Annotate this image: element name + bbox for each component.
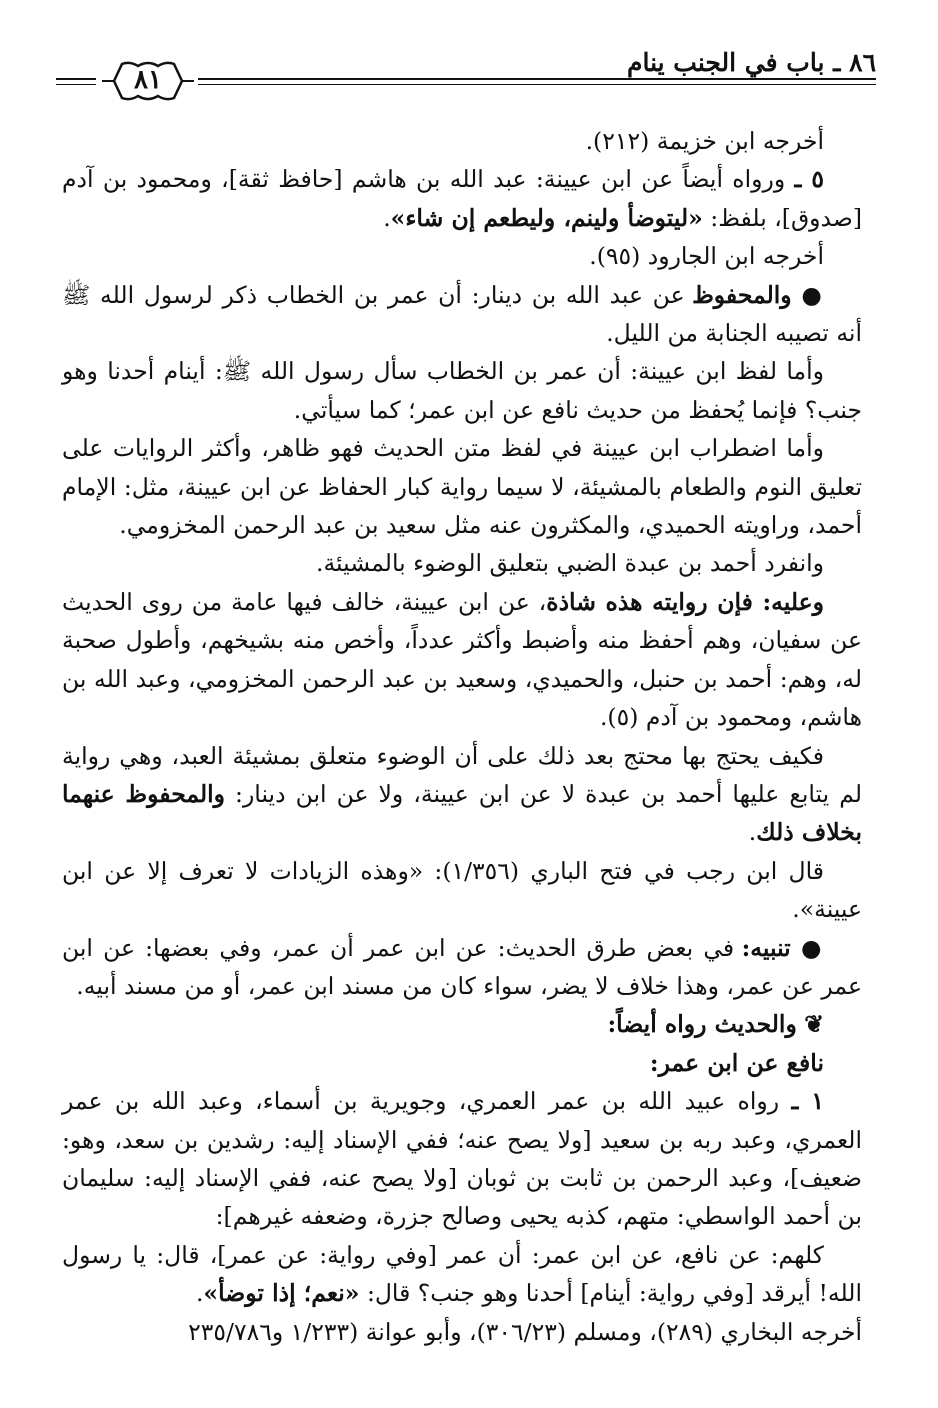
punctuation: . — [748, 818, 757, 847]
bullet-icon: ● — [801, 280, 824, 309]
note-label: تنبيه: — [741, 933, 791, 962]
punctuation: . — [383, 203, 391, 232]
page-number-badge — [100, 58, 196, 104]
chapter-title: ٨٦ ـ باب في الجنب ينام — [627, 48, 876, 77]
hadith-quote: «ليتوضأ ولينم، وليطعم إن شاء» — [390, 203, 703, 232]
paragraph: وأما لفظ ابن عيينة: أن عمر بن الخطاب سأل رسول الله ﷺ: أينام أحدنا وهو جنب؟ فإنما يُحفظ من حديث نافع عن ابن عمر؛ كما سيأتي. — [62, 357, 862, 424]
paragraph: وأما اضطراب ابن عيينة في لفظ متن الحديث فهو ظاهر، وأكثر الروايات على تعليق النوم والطعام بالمشيئة، لا سيما رواية كبار الحفاظ عن ابن عيينة، مثل: الإمام أحمد، وراويته الحميدي، والمكثرون عنه مثل سعيد بن عبد الرحمن المخزومي. — [62, 434, 862, 540]
flower-icon: ❦ — [804, 1010, 824, 1039]
paragraph-text: ورواه أيضاً عن ابن عيينة: عبد الله بن هاشم [حافظ ثقة]، ومحمود بن آدم [صدوق]، بلفظ: — [62, 165, 862, 232]
paragraph — [62, 1236, 862, 1313]
page-number: ٨١ — [134, 65, 162, 95]
header-rule — [56, 84, 96, 85]
bold-lead: والمحفوظ — [692, 280, 792, 309]
paragraph: أخرجه ابن خزيمة (٢١٢). — [585, 127, 824, 155]
bullet-icon: ● — [800, 933, 824, 962]
page-body — [62, 122, 862, 1351]
paragraph: أخرجه البخاري (٢٨٩)، ومسلم (٣٠٦/٢٣)، وأبو عوانة (١/٢٣٣ و٢٣٥/٧٨٦ — [188, 1317, 862, 1346]
section-heading — [62, 1005, 862, 1043]
header-rule — [198, 84, 876, 85]
subsection-heading-text: نافع عن ابن عمر: — [649, 1048, 824, 1077]
page-header — [56, 40, 876, 110]
paragraph — [62, 929, 862, 1006]
item-number: ٥ ـ — [794, 165, 824, 194]
header-rule — [56, 78, 96, 80]
paragraph: وانفرد أحمد بن عبدة الضبي بتعليق الوضوء بالمشيئة. — [315, 549, 824, 578]
paragraph — [62, 276, 862, 353]
paragraph: أخرجه ابن الجارود (٩٥). — [589, 242, 824, 271]
paragraph — [62, 583, 862, 737]
section-heading-text: والحديث رواه أيضاً: — [607, 1010, 797, 1039]
bold-conclusion: والمحفوظ عنهما بخلاف ذلك — [62, 779, 862, 847]
paragraph-text: فكيف يحتج بها محتج بعد ذلك على أن الوضوء متعلق بمشيئة العبد، وهي رواية لم يتابع عليها أحمد بن عبدة لا عن ابن عيينة، ولا عن ابن دينار: — [62, 741, 862, 808]
paragraph-text: ، عن ابن عيينة، خالف فيها عامة من روى الحديث عن سفيان، وهم أحفظ منه وأضبط وأكثر عدداً، وأخص منه بشيخهم، وأطول صحبة له، وهم: أحمد بن حنبل، والحميدي، وسعيد بن عبد الرحمن المخزومي، وعبد الله بن هاشم، ومحمود بن آدم (٥). — [62, 587, 862, 732]
paragraph: قال ابن رجب في فتح الباري (١/٣٥٦): «وهذه الزيادات لا تعرف إلا عن ابن عيينة». — [62, 856, 862, 924]
paragraph — [62, 1082, 862, 1236]
paragraph — [62, 160, 862, 237]
item-number: ١ ـ — [791, 1087, 824, 1116]
paragraph-text: رواه عبيد الله بن عمر العمري، وجويرية بن أسماء، وعبد الله بن عمر العمري، وعبد ربه بن سعيد [ولا يصح عنه؛ ففي الإسناد إليه: رشدين بن سعد، وهو: ضعيف]، وعبد الرحمن بن ثابت بن ثوبان [ولا يصح عنه، ففي الإسناد إليه: سليمان بن أحمد الواسطي: متهم، كذبه يحيى وصالح جزرة، وضعفه غيرهم]: — [62, 1087, 862, 1231]
paragraph-text: في بعض طرق الحديث: عن ابن عمر أن عمر، وفي بعضها: عن ابن عمر عن عمر، وهذا خلاف لا يضر، سواء كان من مسند ابن عمر، أو من مسند أبيه. — [62, 933, 862, 1000]
paragraph — [62, 737, 862, 852]
paragraph-text: عن عبد الله بن دينار: أن عمر بن الخطاب ذكر لرسول الله ﷺ أنه تصيبه الجنابة من الليل. — [62, 280, 862, 348]
subsection-heading — [62, 1044, 862, 1082]
header-rule — [198, 78, 876, 80]
bold-lead: وعليه: فإن روايته هذه شاذة — [546, 587, 824, 616]
paragraph-text: كلهم: عن نافع، عن ابن عمر: أن عمر [وفي رواية: عن عمر]، قال: يا رسول الله! أيرقد [وفي رواية: أينام] أحدنا وهو جنب؟ قال: — [62, 1240, 862, 1308]
hadith-quote: «نعم؛ إذا توضأ» — [203, 1279, 360, 1308]
punctuation: . — [195, 1279, 204, 1308]
